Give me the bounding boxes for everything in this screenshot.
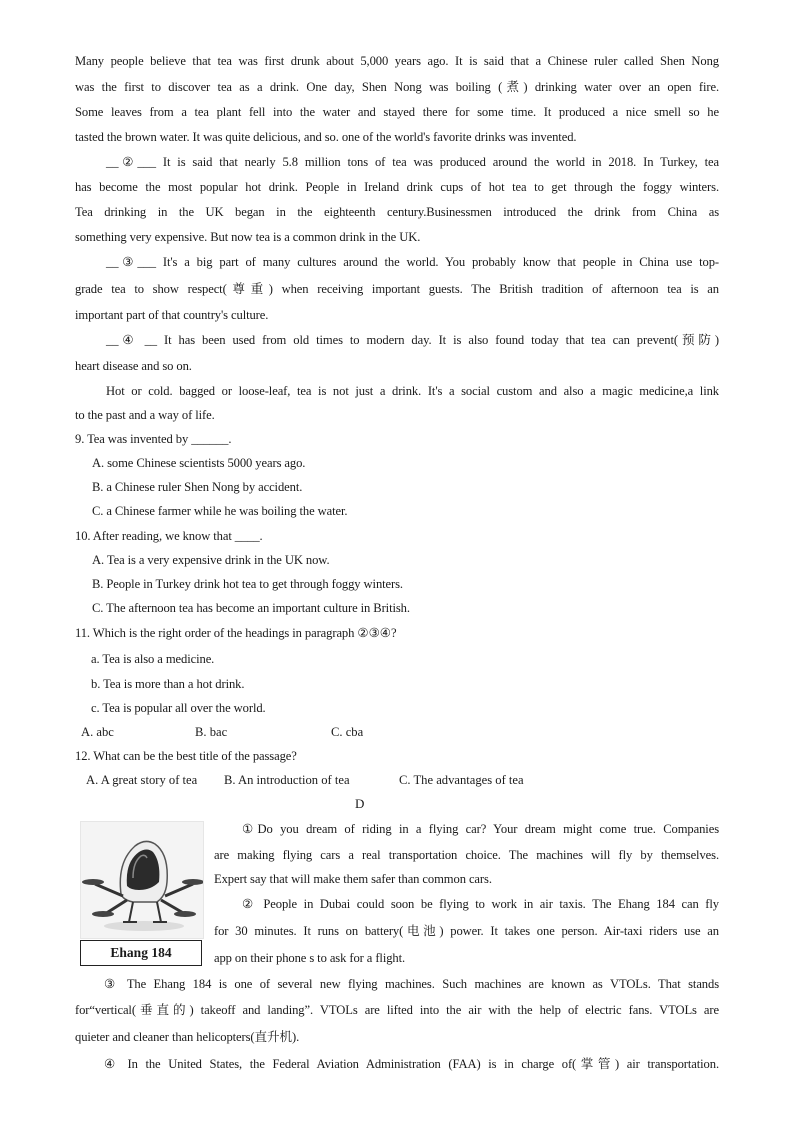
- question-11-stem: 11. Which is the right order of the headings in paragraph ②③④?: [75, 626, 397, 640]
- question-10-option-a: A. Tea is a very expensive drink in the UK now.: [92, 553, 330, 567]
- passage-line: Hot or cold. bagged or loose-leaf, tea is not just a drink. It's a social custom and also a magic medicine,a link: [106, 384, 719, 398]
- passage-line: to the past and a way of life.: [75, 408, 215, 422]
- question-12-stem: 12. What can be the best title of the passage?: [75, 749, 297, 763]
- passage-line: ①Do you dream of riding in a flying car? Your dream might come true. Companies: [242, 822, 719, 836]
- question-12-option-c: C. The advantages of tea: [399, 773, 524, 787]
- passage-line: Tea drinking in the UK began in the eighteenth century.Businessmen introduced the drink from China as: [75, 205, 719, 219]
- passage-line: ④ In the United States, the Federal Aviation Administration (FAA) is in charge of(掌管) air transportation.: [104, 1057, 719, 1071]
- passage-line: ② People in Dubai could soon be flying to work in air taxis. The Ehang 184 can fly: [242, 897, 719, 911]
- ehang-figure: [80, 821, 204, 967]
- question-11-option-b: B. bac: [195, 725, 228, 739]
- question-10-option-c: C. The afternoon tea has become an important culture in British.: [92, 601, 410, 615]
- passage-line: has become the most popular hot drink. People in Ireland drink cups of hot tea to get through the foggy winters.: [75, 180, 719, 194]
- question-10-stem: 10. After reading, we know that ____.: [75, 529, 263, 543]
- passage-line: for“vertical(垂直的) takeoff and landing”. VTOLs are lifted into the air with the help of electric fans. VTOLs are: [75, 1003, 719, 1017]
- passage-line: ③ The Ehang 184 is one of several new flying machines. Such machines are known as VTOLs. That stands: [104, 977, 719, 991]
- question-11-option-c: C. cba: [331, 725, 364, 739]
- passage-line: quieter and cleaner than helicopters(直升机).: [75, 1030, 300, 1044]
- question-9-option-c: C. a Chinese farmer while he was boiling the water.: [92, 504, 348, 518]
- passage-line: __③___ It's a big part of many cultures around the world. You probably know that people in China use top-: [106, 255, 719, 269]
- passage-line: important part of that country's culture.: [75, 308, 269, 322]
- passage-line: heart disease and so on.: [75, 359, 192, 373]
- passage-line: __②___ It is said that nearly 5.8 million tons of tea was produced around the world in 2018. In Turkey, tea: [106, 155, 719, 169]
- passage-line: was the first to discover tea as a drink. One day, Shen Nong was boiling (煮) drinking water over an open fire.: [75, 80, 719, 94]
- passage-line: app on their phone s to ask for a flight.: [214, 951, 406, 965]
- section-label: D: [355, 796, 365, 811]
- passage-line: tasted the brown water. It was quite delicious, and so. one of the world's favorite drinks was invented.: [75, 130, 577, 144]
- question-9-option-a: A. some Chinese scientists 5000 years ago.: [92, 456, 306, 470]
- question-9-stem: 9. Tea was invented by ______.: [75, 432, 232, 446]
- passage-line: Expert say that will make them safer than common cars.: [214, 872, 492, 886]
- question-11-heading-b: b. Tea is more than a hot drink.: [91, 677, 245, 691]
- question-9-option-b: B. a Chinese ruler Shen Nong by accident.: [92, 480, 303, 494]
- passage-line: Some leaves from a tea plant fell into the water and stayed there for some time. It produced a nice smell so he: [75, 105, 719, 119]
- drone-photo: [80, 821, 204, 939]
- question-11-heading-a: a. Tea is also a medicine.: [91, 652, 215, 666]
- passage-line: are making flying cars a real transportation choice. The machines will fly by themselves.: [214, 848, 719, 862]
- figure-caption: Ehang 184: [80, 940, 202, 966]
- question-12-option-a: A. A great story of tea: [86, 773, 198, 787]
- passage-line: Many people believe that tea was first drunk about 5,000 years ago. It is said that a Chinese ruler called Shen Nong: [75, 54, 719, 68]
- question-11-option-a: A. abc: [81, 725, 114, 739]
- question-12-option-b: B. An introduction of tea: [224, 773, 350, 787]
- passage-line: something very expensive. But now tea is a common drink in the UK.: [75, 230, 421, 244]
- question-10-option-b: B. People in Turkey drink hot tea to get through foggy winters.: [92, 577, 403, 591]
- passage-line: __④ __ It has been used from old times to modern day. It is also found today that tea can prevent(预防): [106, 333, 719, 347]
- passage-line: grade tea to show respect(尊重) when receiving important guests. The British tradition of afternoon tea is an: [75, 282, 719, 296]
- passage-line: for 30 minutes. It runs on battery(电池) power. It takes one person. Air-taxi riders use an: [214, 924, 719, 938]
- question-11-heading-c: c. Tea is popular all over the world.: [91, 701, 266, 715]
- drone-icon: [81, 822, 203, 938]
